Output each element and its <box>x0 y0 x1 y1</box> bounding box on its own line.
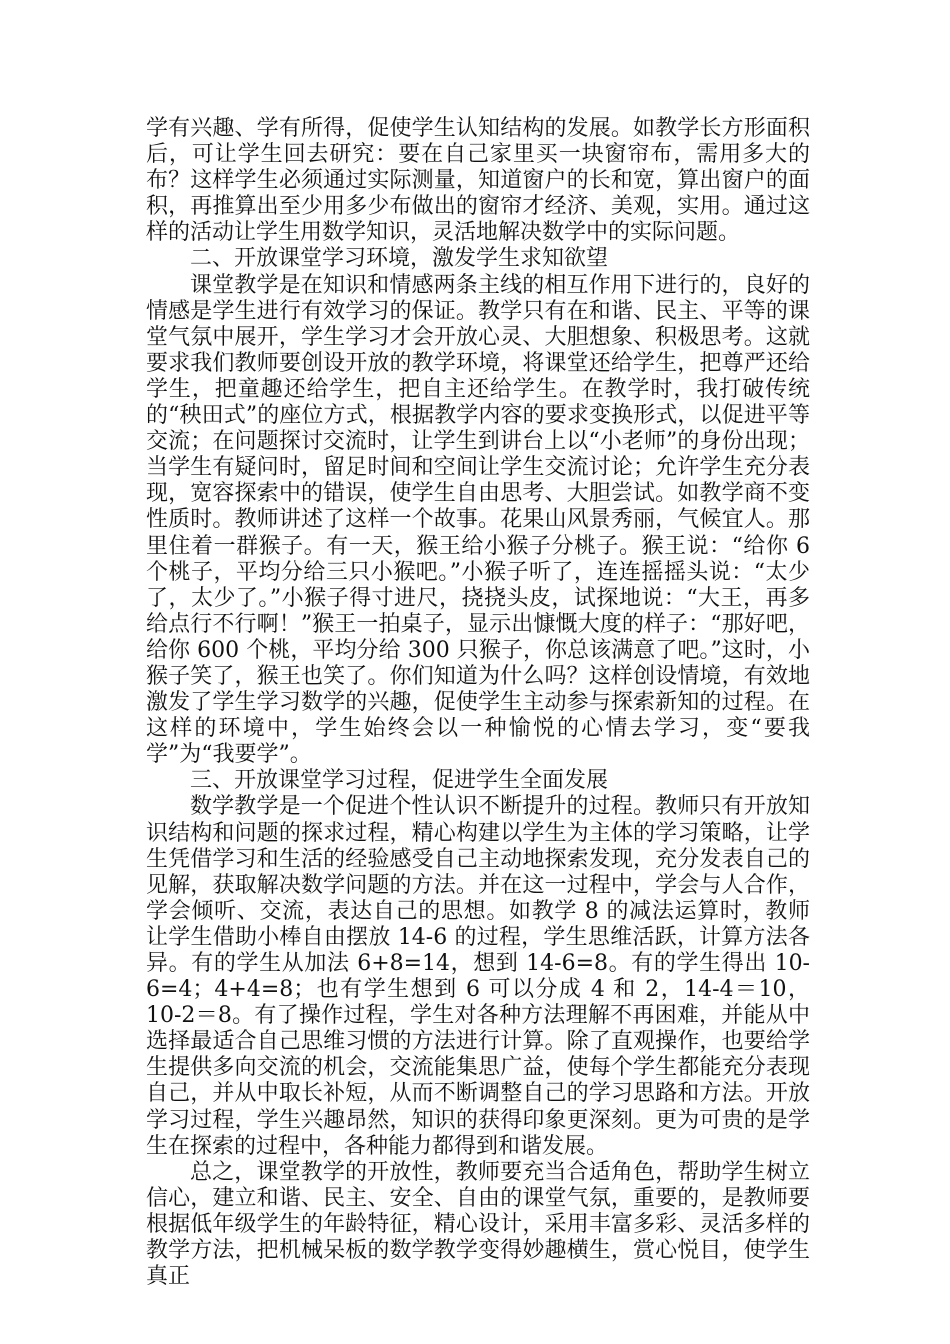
paragraph-continuation: 学有兴趣、学有所得，促使学生认知结构的发展。如教学长方形面积后，可让学生回去研究：要在自己家里买一块窗帘布，需用多大的布？这样学生必须通过实际测量，知道窗户的长和宽，算出窗户的面积，再推算出至少用多少布做出的窗帘才经济、美观，实用。通过这样的活动让学生用数学知识，灵活地解决数学中的实际问题。 <box>146 116 810 246</box>
section-heading-two: 二、开放课堂学习环境，激发学生求知欲望 <box>190 246 609 272</box>
section-heading-three: 三、开放课堂学习过程，促进学生全面发展 <box>190 768 609 794</box>
paragraph-classroom-environment: 课堂教学是在知识和情感两条主线的相互作用下进行的，良好的情感是学生进行有效学习的保证。教学只有在和谐、民主、平等的课堂气氛中展开，学生学习才会开放心灵、大胆想象、积极思考。这就要求我们教师要创设开放的教学环境，将课堂还给学生，把尊严还给学生，把童趣还给学生，把自主还给学生。在教学时，我打破传统的“秧田式”的座位方式，根据教学内容的要求变换形式，以促进平等交流；在问题探讨交流时，让学生到讲台上以“小老师”的身份出现；当学生有疑问时，留足时间和空间让学生交流讨论；允许学生充分表现，宽容探索中的错误，使学生自由思考、大胆尝试。如教学商不变性质时。教师讲述了这样一个故事。花果山风景秀丽，气候宜人。那里住着一群猴子。有一天，猴王给小猴子分桃子。猴王说：“给你 6 个桃子，平均分给三只小猴吧。”小猴子听了，连连摇摇头说：“太少了，太少了。”小猴子得寸进尺，挠挠头皮，试探地说：“大王，再多给点行不行啊！”猴王一拍桌子，显示出慷慨大度的样子：“那好吧，给你 600 个桃，平均分给 300 只猴子，你总该满意了吧。”这时，小猴子笑了，猴王也笑了。你们知道为什么吗？这样创设情境，有效地激发了学生学习数学的兴趣，促使学生主动参与探索新知的过程。在这样的环境中，学生始终会以一种愉悦的心情去学习，变“要我学”为“我要学”。 <box>146 272 810 768</box>
paragraph-learning-process: 数学教学是一个促进个性认识不断提升的过程。教师只有开放知识结构和问题的探求过程，精心构建以学生为主体的学习策略，让学生凭借学习和生活的经验感受自己主动地探索发现，充分发表自己的见解，获取解决数学问题的方法。并在这一过程中，学会与人合作，学会倾听、交流，表达自己的思想。如教学 8 的减法运算时，教师让学生借助小棒自由摆放 14-6 的过程，学生思维活跃，计算方法各异。有的学生从加法 6+8=14，想到 14-6=8。有的学生得出 10-6=4；4+4=8；也有学生想到 6 可以分成 4 和 2，14-4＝10，10-2＝8。有了操作过程，学生对各种方法理解不再困难，并能从中选择最适合自己思维习惯的方法进行计算。除了直观操作，也要给学生提供多向交流的机会，交流能集思广益，使每个学生都能充分表现自己，并从中取长补短，从而不断调整自己的学习思路和方法。开放学习过程，学生兴趣昂然，知识的获得印象更深刻。更为可贵的是学生在探索的过程中，各种能力都得到和谐发展。 <box>146 794 810 1159</box>
document-page <box>146 116 810 1290</box>
paragraph-conclusion: 总之，课堂教学的开放性，教师要充当合适角色，帮助学生树立信心，建立和谐、民主、安全、自由的课堂气氛，重要的，是教师要根据低年级学生的年龄特征，精心设计，采用丰富多彩、灵活多样的教学方法，把机械呆板的数学教学变得妙趣横生，赏心悦目，使学生真正 <box>146 1159 810 1290</box>
